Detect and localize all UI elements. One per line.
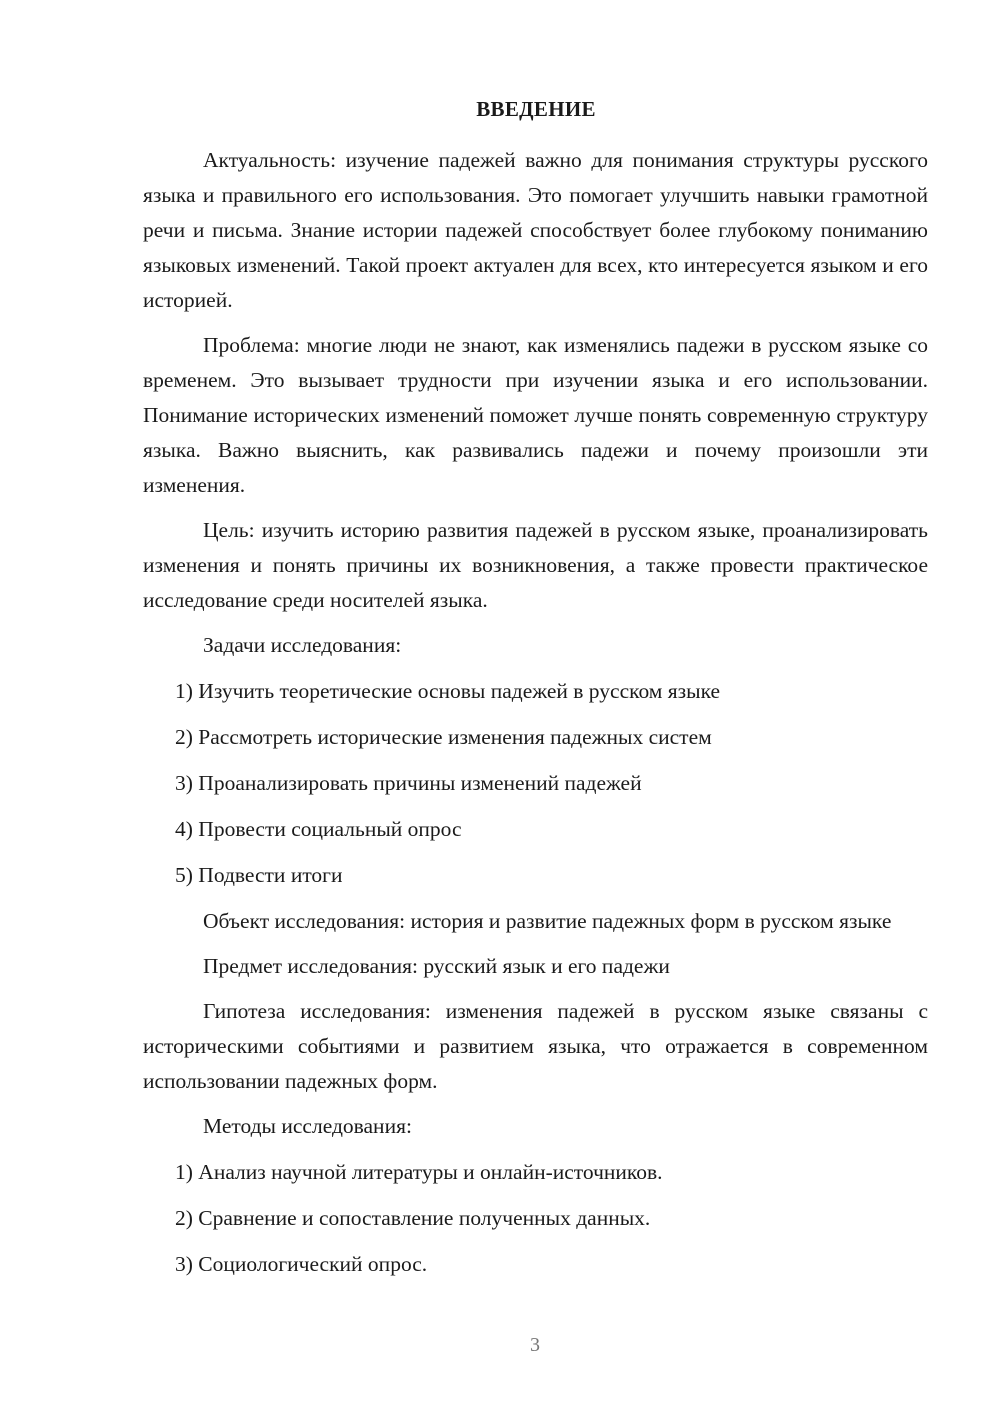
list-item-text: Сравнение и сопоставление полученных данных.	[198, 1206, 651, 1230]
methods-heading: Методы исследования:	[203, 1114, 412, 1138]
list-item-text: Социологический опрос.	[198, 1252, 428, 1276]
list-item	[143, 1201, 928, 1236]
list-item-number: 2)	[175, 1206, 193, 1230]
list-item	[143, 720, 928, 755]
list-item-text: Подвести итоги	[198, 863, 343, 887]
list-item	[143, 812, 928, 847]
subject-paragraph: Предмет исследования: русский язык и его падежи	[203, 954, 670, 978]
list-item-text: Провести социальный опрос	[198, 817, 462, 841]
tasks-heading: Задачи исследования:	[203, 633, 402, 657]
problem-paragraph: Проблема: многие люди не знают, как изменялись падежи в русском языке со временем. Это вызывает трудности при изучении языка и его использовании. Понимание исторических изменений поможет лучше понять современную структуру языка. Важно выяснить, как развивались падежи и почему произошли эти изменения.	[143, 333, 928, 497]
page-number: 3	[530, 1334, 540, 1356]
list-item-text: Рассмотреть исторические изменения падежных систем	[198, 725, 712, 749]
list-item	[143, 674, 928, 709]
relevance-paragraph: Актуальность: изучение падежей важно для понимания структуры русского языка и правильного его использования. Это помогает улучшить навыки грамотной речи и письма. Знание истории падежей способствует более глубокому пониманию языковых изменений. Такой проект актуален для всех, кто интересуется языком и его историей.	[143, 148, 928, 312]
list-item-number: 4)	[175, 817, 193, 841]
list-item-number: 3)	[175, 1252, 193, 1276]
list-item-number: 2)	[175, 725, 193, 749]
list-item-number: 1)	[175, 679, 193, 703]
object-paragraph: Объект исследования: история и развитие падежных форм в русском языке	[203, 909, 892, 933]
tasks-list	[143, 674, 928, 893]
page-title: ВВЕДЕНИЕ	[476, 97, 596, 121]
hypothesis-paragraph: Гипотеза исследования: изменения падежей в русском языке связаны с историческими событиями и развитием языка, что отражается в современном использовании падежных форм.	[143, 999, 928, 1093]
list-item-text: Анализ научной литературы и онлайн-источников.	[198, 1160, 663, 1184]
document-body	[143, 143, 928, 1293]
methods-list	[143, 1155, 928, 1282]
list-item-number: 3)	[175, 771, 193, 795]
list-item	[143, 1247, 928, 1282]
list-item-number: 5)	[175, 863, 193, 887]
list-item-text: Проанализировать причины изменений падежей	[198, 771, 642, 795]
goal-paragraph: Цель: изучить историю развития падежей в русском языке, проанализировать изменения и понять причины их возникновения, а также провести практическое исследование среди носителей языка.	[143, 518, 928, 612]
list-item	[143, 766, 928, 801]
list-item-text: Изучить теоретические основы падежей в русском языке	[198, 679, 721, 703]
list-item-number: 1)	[175, 1160, 193, 1184]
list-item	[143, 1155, 928, 1190]
list-item	[143, 858, 928, 893]
